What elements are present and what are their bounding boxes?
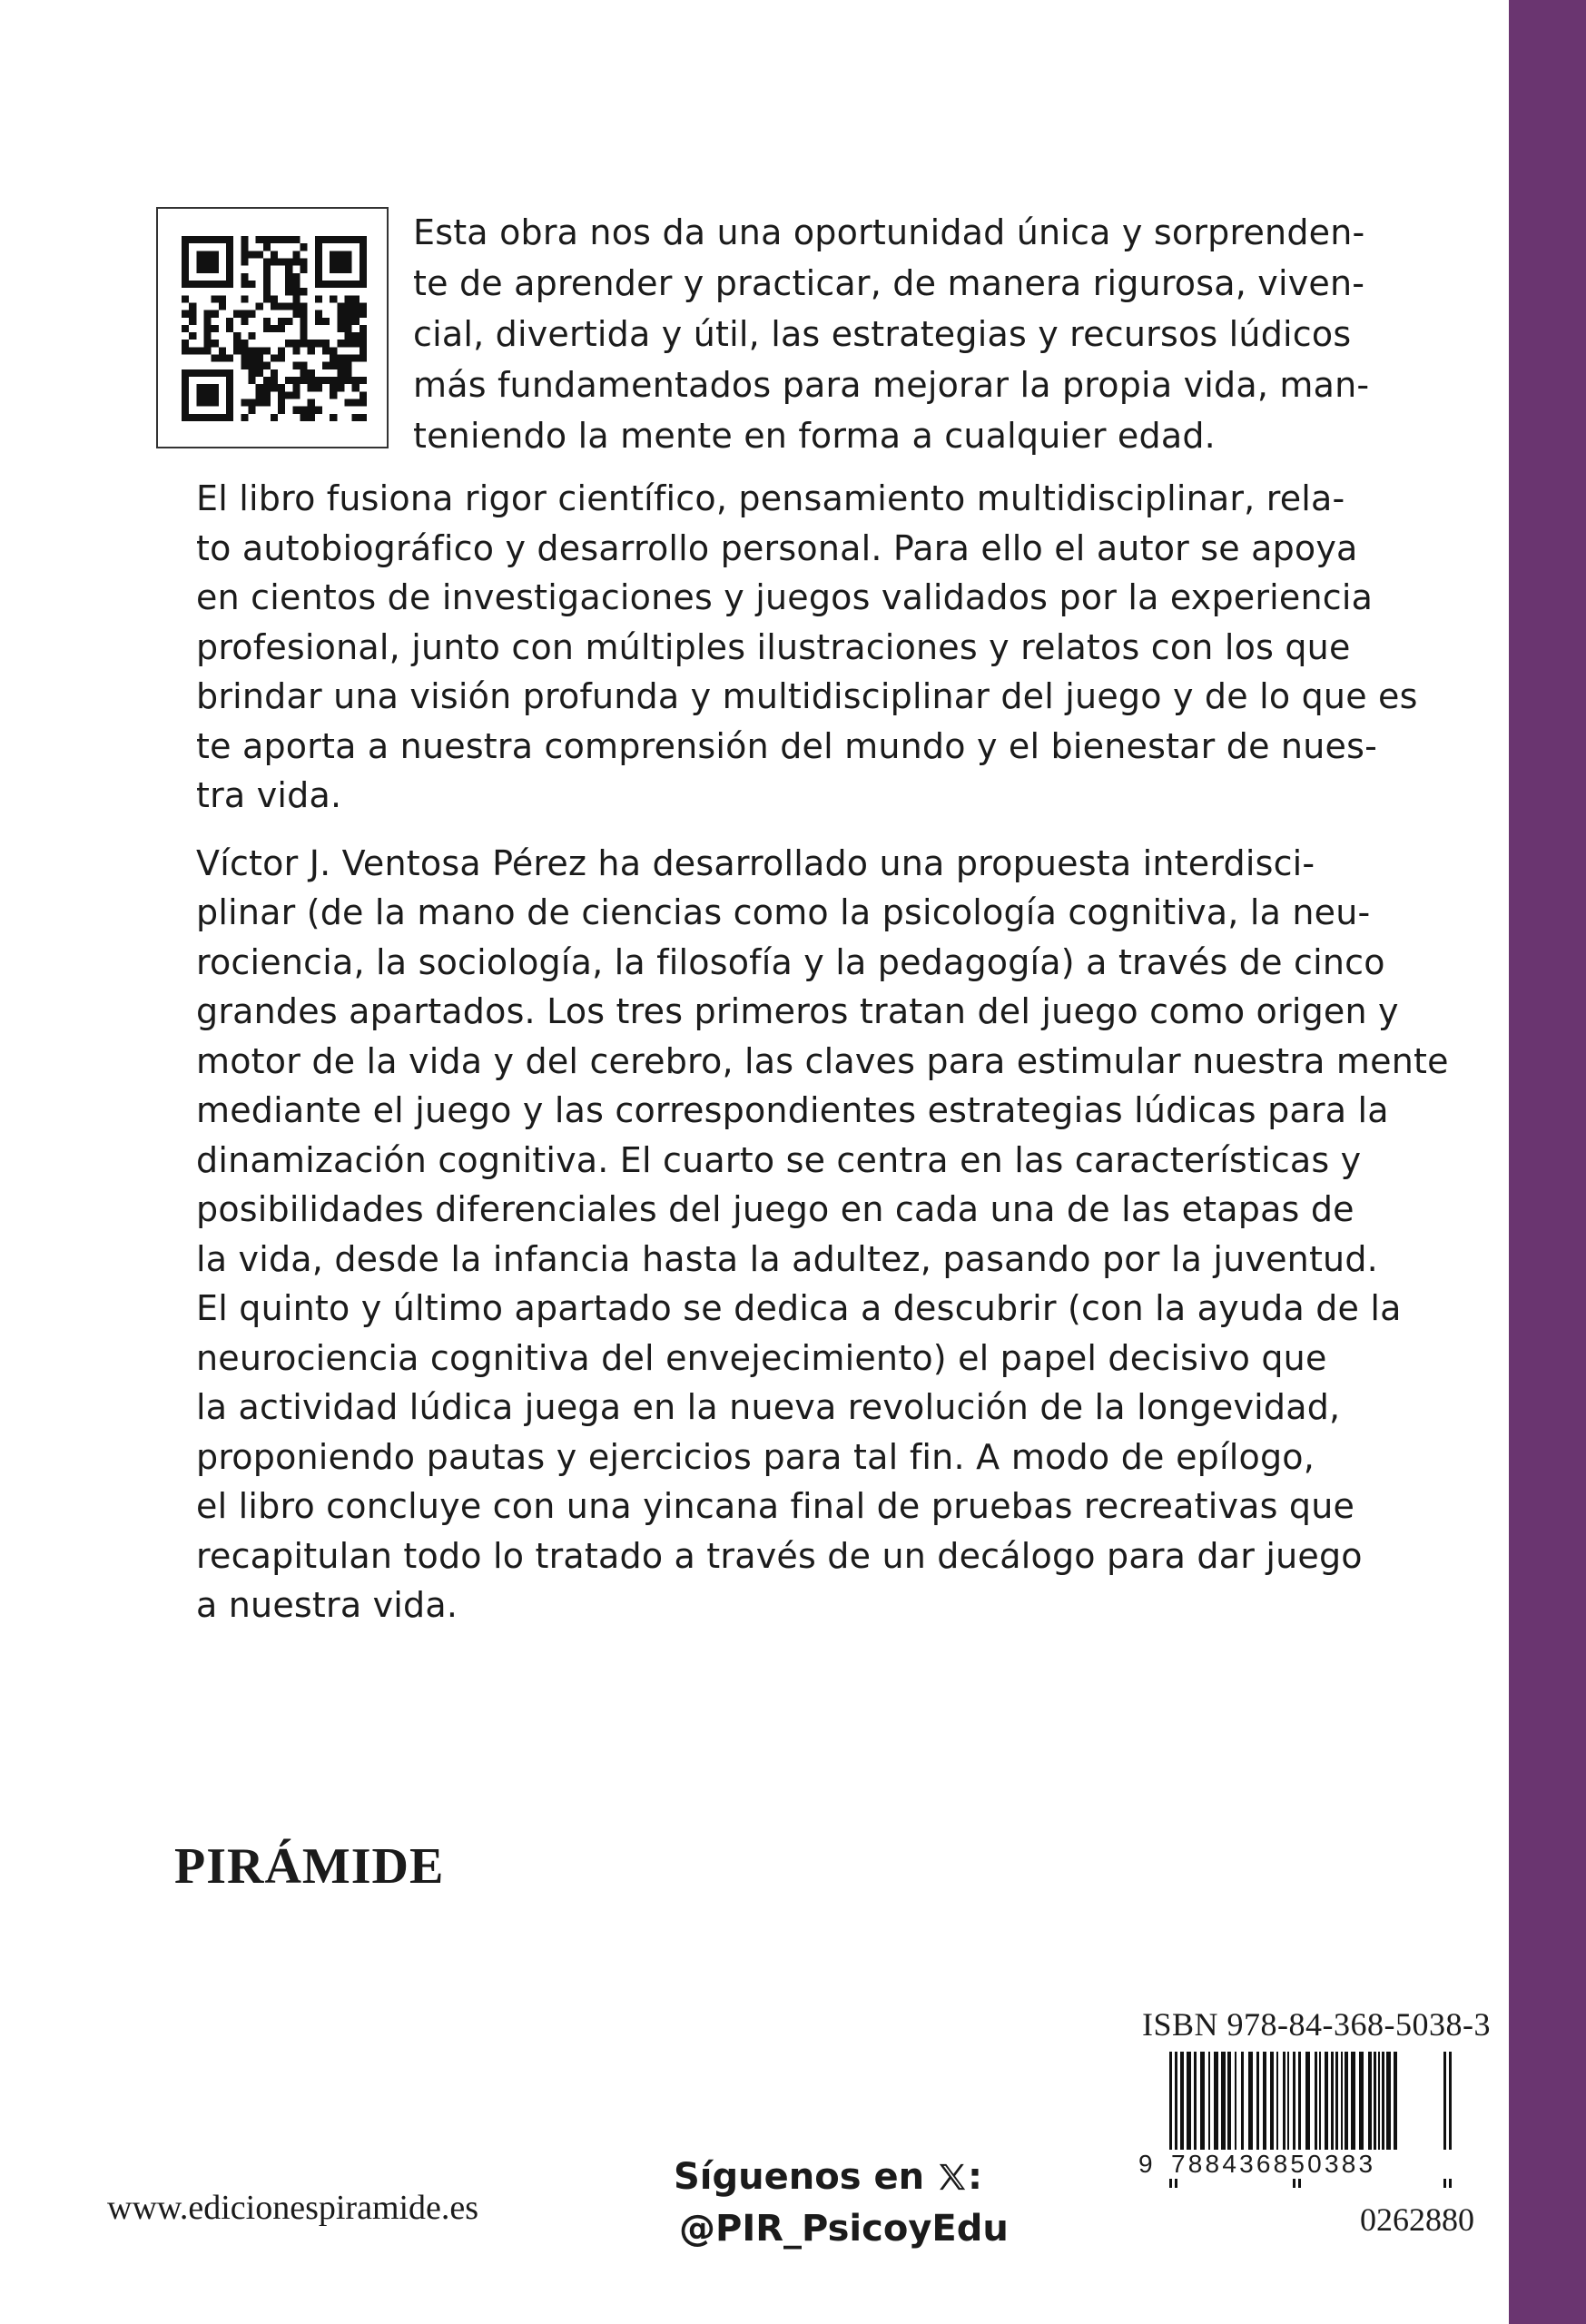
internal-code: 0262880 [1360, 2201, 1474, 2238]
isbn-label: ISBN 978-84-368-5038-3 [1142, 2006, 1491, 2043]
paragraph-line: a nuestra vida. [196, 1585, 458, 1625]
intro-line: Esta obra nos da una oportunidad única y sorprenden- [413, 212, 1365, 252]
paragraph-line: te aporta a nuestra comprensión del mundo y el bienestar de nues- [196, 725, 1377, 766]
paragraph-line: profesional, junto con múltiples ilustraciones y relatos con los que [196, 626, 1351, 667]
paragraph-line: neurociencia cognitiva del envejecimiento) el papel decisivo que [196, 1337, 1327, 1378]
x-logo-icon [937, 2162, 968, 2192]
purple-spine-band [1509, 0, 1586, 2324]
qr-code-frame[interactable] [156, 207, 389, 448]
paragraph-line: la actividad lúdica juega en la nueva revolución de la longevidad, [196, 1387, 1341, 1427]
paragraph-line: tra vida. [196, 775, 342, 815]
paragraph-author-structure [196, 839, 1449, 1630]
paragraph-line: la vida, desde la infancia hasta la adultez, pasando por la juventud. [196, 1238, 1378, 1279]
barcode-first-digit: 9 [1138, 2150, 1153, 2178]
paragraph-line: dinamización cognitiva. El cuarto se centra en las características y [196, 1139, 1362, 1180]
social-handle-link[interactable]: @PIR_PsicoyEdu [679, 2208, 1009, 2250]
paragraph-line: rociencia, la sociología, la filosofía y la pedagogía) a través de cinco [196, 941, 1385, 982]
publisher-logo: PIRÁMIDE [174, 1838, 445, 1895]
description-body [196, 474, 1449, 1649]
paragraph-line: El quinto y último apartado se dedica a descubrir (con la ayuda de la [196, 1288, 1402, 1328]
intro-line: más fundamentados para mejorar la propia vida, man- [413, 365, 1370, 405]
paragraph-line: motor de la vida y del cerebro, las claves para estimular nuestra mente [196, 1040, 1449, 1081]
paragraph-book-summary [196, 474, 1418, 821]
barcode-digits: 788436850383 [1169, 2150, 1453, 2179]
publisher-website-link[interactable]: www.edicionespiramide.es [107, 2189, 479, 2227]
follow-text: Síguenos en [674, 2156, 925, 2198]
paragraph-line: en cientos de investigaciones y juegos validados por la experiencia [196, 577, 1374, 617]
paragraph-line: mediante el juego y las correspondientes estrategias lúdicas para la [196, 1090, 1389, 1130]
intro-line: teniendo la mente en forma a cualquier edad. [413, 416, 1216, 456]
paragraph-line: posibilidades diferenciales del juego en cada una de las etapas de [196, 1189, 1355, 1229]
paragraph-line: to autobiográfico y desarrollo personal. Para ello el autor se apoya [196, 527, 1358, 568]
paragraph-line: proponiendo pautas y ejercicios para tal fin. A modo de epílogo, [196, 1436, 1315, 1477]
paragraph-line: brindar una visión profunda y multidisciplinar del juego y de lo que es [196, 676, 1418, 716]
paragraph-line: grandes apartados. Los tres primeros tratan del juego como origen y [196, 991, 1399, 1031]
paragraph-line: Víctor J. Ventosa Pérez ha desarrollado una propuesta interdisci- [196, 842, 1315, 883]
paragraph-line: El libro fusiona rigor científico, pensamiento multidisciplinar, rela- [196, 478, 1345, 518]
qr-code-icon [182, 236, 367, 421]
intro-paragraph [413, 207, 1370, 461]
intro-line: cial, divertida y útil, las estrategias y recursos lúdicos [413, 314, 1352, 354]
paragraph-line: el libro concluye con una yincana final de pruebas recreativas que [196, 1486, 1355, 1526]
paragraph-line: plinar (de la mano de ciencias como la psicología cognitiva, la neu- [196, 892, 1371, 932]
paragraph-line: recapitulan todo lo tratado a través de un decálogo para dar juego [196, 1535, 1363, 1576]
social-follow-label [674, 2156, 982, 2198]
intro-line: te de aprender y practicar, de manera rigurosa, viven- [413, 263, 1365, 303]
follow-suffix: : [968, 2156, 982, 2198]
